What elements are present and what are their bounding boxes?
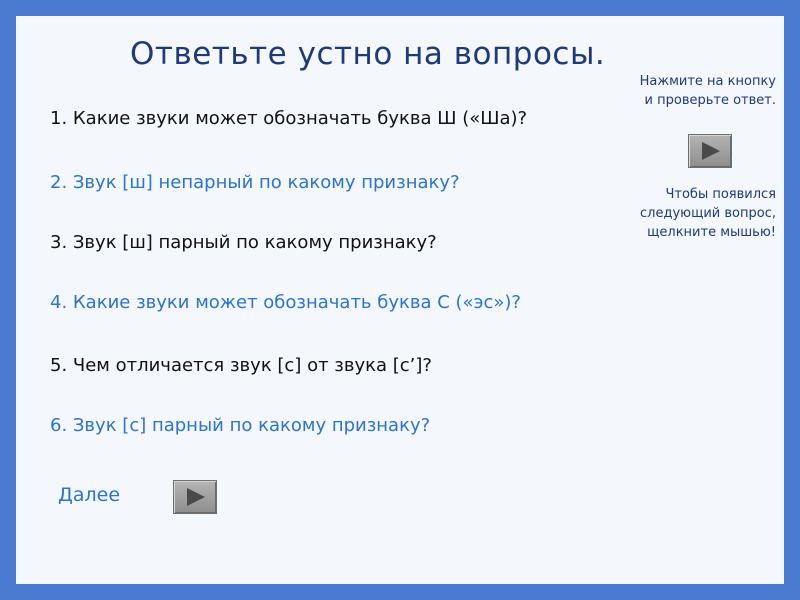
play-triangle-icon: [702, 142, 720, 160]
slide-title: Ответьте устно на вопросы.: [130, 36, 606, 72]
slide: [16, 16, 784, 584]
question-6: 6. Звук [с] парный по какому признаку?: [50, 415, 431, 436]
question-4: 4. Какие звуки может обозначать буква С («эс»)?: [50, 292, 521, 313]
next-button[interactable]: [173, 480, 217, 514]
next-link[interactable]: Далее: [58, 484, 121, 506]
next-question-hint: Чтобы появился следующий вопрос, щелкните мышью!: [640, 187, 776, 240]
check-answer-hint: Нажмите на кнопку и проверьте ответ.: [639, 74, 776, 108]
play-triangle-icon: [187, 488, 205, 506]
question-5: 5. Чем отличается звук [с] от звука [с’]?: [50, 355, 432, 376]
check-answer-button[interactable]: [688, 134, 732, 168]
question-3: 3. Звук [ш] парный по какому признаку?: [50, 232, 437, 253]
question-1: 1. Какие звуки может обозначать буква Ш («Ша)?: [50, 108, 528, 129]
question-2: 2. Звук [ш] непарный по какому признаку?: [50, 172, 460, 193]
